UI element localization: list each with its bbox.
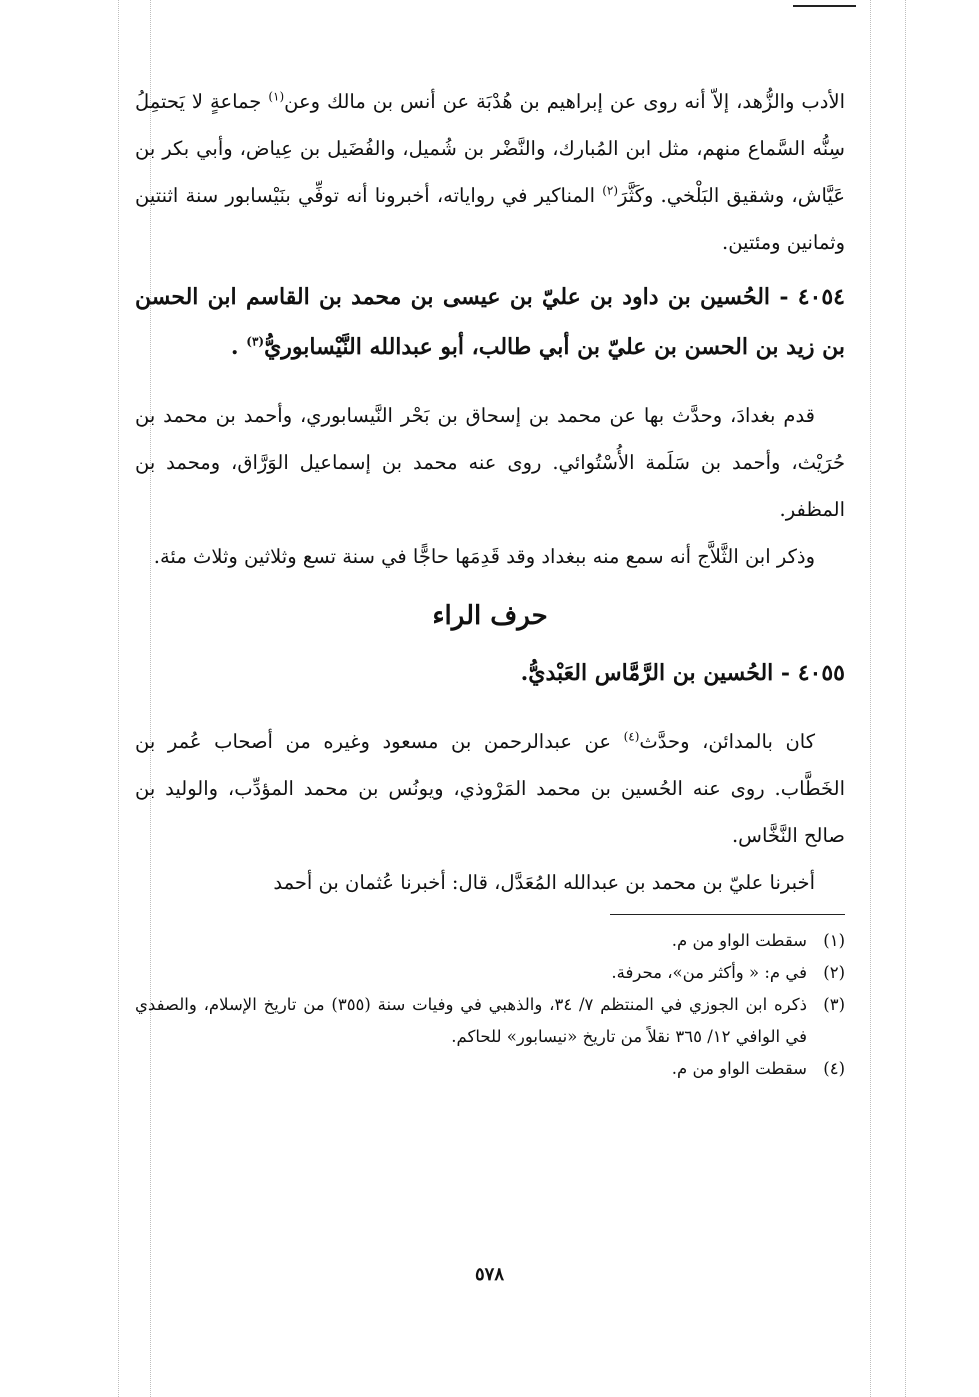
footnote-number: (٢)	[823, 963, 845, 982]
footnote-text: سقطت الواو من م.	[671, 931, 807, 950]
paragraph-4054-note: وذكر ابن الثَّلاَّج أنه سمع منه ببغداد وقد قَدِمَها حاجًّا في سنة تسع وثلاثين وثلاث مئة.	[153, 545, 815, 568]
footnote-text: ذكره ابن الجوزي في المنتظم ٧/ ٣٤، والذهبي في وفيات سنة (٣٥٥) من تاريخ الإسلام، والصفدي في الوافي ١٢/ ٣٦٥ نقلاً من تاريخ «نيسابور» للحاكم.	[135, 995, 807, 1046]
top-rule	[793, 5, 856, 7]
footnote-item	[135, 957, 845, 989]
entry-heading-4054	[135, 272, 845, 372]
footnote-ref: (٤)	[623, 729, 640, 744]
footnote-item	[135, 989, 845, 1053]
text-run: كان بالمدائن، وحدَّث	[639, 730, 815, 753]
text-run: المناكير في رواياته، أخبرونا أنه توفِّي بنَيْسابور سنة اثنتين وثمانين ومئتين.	[135, 184, 845, 254]
paragraph-intro	[135, 78, 845, 266]
footnote-item	[135, 1053, 845, 1085]
text-run: عن عبدالرحمن بن مسعود وغيره من أصحاب عُمر بن الخَطَّاب. روى عنه الحُسين بن محمد المَرْوذي، ويونُس بن محمد المؤدِّب، والوليد بن صالح النَّخَّاس.	[135, 730, 845, 847]
footnote-item	[135, 925, 845, 957]
footnote-text: سقطت الواو من م.	[671, 1059, 807, 1078]
page-body	[135, 78, 845, 1085]
footnote-number: (٣)	[823, 995, 845, 1014]
scan-artifact-line	[905, 0, 906, 1397]
text-run: الأدب والزُّهد، إلاّ أنه روى عن إبراهيم بن هُدْبَة عن أنس بن مالك وعن	[284, 90, 846, 113]
footnote-ref: (١)	[268, 89, 285, 104]
text-run: .	[230, 334, 247, 360]
paragraph-4055-body	[135, 718, 845, 859]
text-run: جماعةٍ لا يَحتمِلُ سِنُّه السَّماع منهم، مثل ابن المُبارك، والنَّضْر بن شُميل، والفُضَيل بن عِياض، وأبي بكر بن عَيَّاش، وشقيق البَلْخي. وكَثَّرَ	[135, 90, 845, 207]
page-number: ٥٧٨	[474, 1264, 504, 1285]
entry-heading-text: ٤٠٥٤ - الحُسين بن داود بن عليّ بن عيسى بن محمد بن القاسم ابن الحسن بن زيد بن الحسن بن عليّ بن أبي طالب، أبو عبدالله النَّيْسابوريُّ	[135, 284, 845, 360]
footnotes	[135, 925, 845, 1085]
paragraph-isnad: أخبرنا عليّ بن محمد بن عبدالله المُعَدَّل، قال: أخبرنا عُثمان بن أحمد	[273, 871, 815, 894]
footnote-text: في م: « وأكثر من»، محرفة.	[611, 963, 807, 982]
footnote-number: (٤)	[823, 1059, 845, 1078]
scan-artifact-line	[870, 0, 871, 1397]
footnote-ref: (٢)	[602, 183, 619, 198]
entry-heading-4055: ٤٠٥٥ - الحُسين بن الرَّمَّاس العَبْديُّ.	[520, 660, 845, 686]
paragraph-4054-body: قدم بغدادَ، وحدَّث بها عن محمد بن إسحاق بن بَحْر النَّيسابوري، وأحمد بن محمد بن حُرَيْث، وأحمد بن سَلَمة الأُسْتُوائي. روى عنه محمد بن إسماعيل الوَرَّاق، ومحمد بن المظفر.	[135, 404, 845, 521]
scan-artifact-line	[118, 0, 119, 1397]
footnote-ref: (٣)	[246, 334, 265, 349]
section-title: حرف الراء	[432, 601, 548, 631]
footnote-separator	[610, 914, 845, 915]
footnote-number: (١)	[823, 931, 845, 950]
